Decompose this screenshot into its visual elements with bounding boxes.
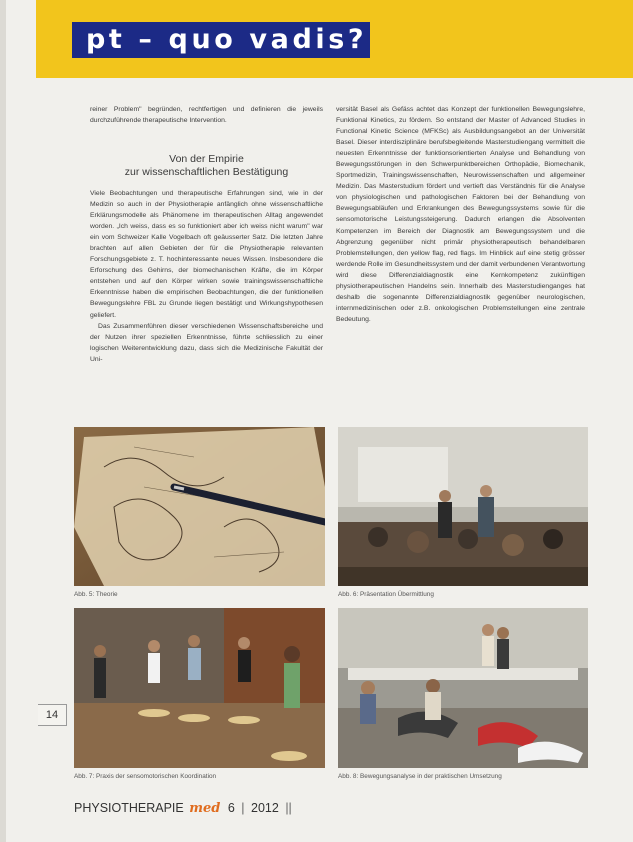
footer-logo-med: med: [189, 801, 221, 816]
scan-edge: [0, 0, 6, 842]
figure-analysis-photo: [338, 608, 588, 768]
body-paragraph-2: Das Zusammenführen dieser verschiedenen Wissenschaftsbereiche und der Nutzen ihrer speziellen Erkenntnisse, führte schliesslich zu einer logischen Weiterentwicklung dazu, dass sich die Medizinische Fakultät der Uni-: [90, 322, 323, 363]
figure-caption-5: Abb. 5: Theorie: [74, 591, 118, 598]
footer-year: 2012: [251, 801, 279, 815]
section-heading: [90, 153, 323, 179]
footer-issue: 6: [227, 801, 235, 815]
right-column: [336, 104, 585, 325]
intro-paragraph: reiner Problem" begründen, rechtfertigen und definieren die jeweils durchzuführende therapeutische Intervention.: [90, 106, 323, 125]
page-number: 14: [38, 704, 67, 726]
section-heading-line1: Von der Empirie: [169, 153, 244, 165]
figure-practice-photo: [74, 608, 325, 768]
footer: [74, 801, 295, 816]
left-column-body: [90, 188, 323, 365]
body-paragraph-1: Viele Beobachtungen und therapeutische Erfahrungen sind, wie in der Medizin so auch in der Physiotherapie anfänglich ohne wissenschaftliche Erklärungsmodelle als Phänomene im therapeutischen Alltag angewendet worden. „Ich weiss, dass es so funktioniert aber ich weiss nicht warum" war ein vom Schweizer Kalle Vogelbach oft geäusserter Satz. Die letzten Jahre brachten auf allen Gebieten der für die Physiotherapie relevanten Forschungsgebiete z. T. hochinteressante neues Wissen. Insbesondere die Erforschung des Gehirns, der biomechanischen Kräfte, die im Körper entstehen und auf den Körper wirken sowie trainingswissenschaftliche Erkenntnisse haben die empirischen Beobachtungen, die der funktionellen Bewegungslehre FBL zu Grunde liegen bestätigt und Wirkungshypothesen geliefert.: [90, 190, 323, 319]
footer-separator: |: [241, 801, 245, 815]
footer-separator-end: ||: [285, 801, 292, 815]
footer-journal: PHYSIOTHERAPIE: [74, 801, 184, 815]
figure-caption-7: Abb. 7: Praxis der sensomotorischen Koordination: [74, 773, 217, 780]
section-heading-line2: zur wissenschaftlichen Bestätigung: [124, 166, 289, 178]
page-title: pt – quo vadis?: [86, 24, 368, 55]
figure-caption-8: Abb. 8: Bewegungsanalyse in der praktischen Umsetzung: [338, 773, 502, 780]
figure-presentation-photo: [338, 427, 588, 586]
right-paragraph: versität Basel als Gefäss achtet das Konzept der funktionellen Bewegungslehre, Funktional Kinetics, zu fördern. So entstand der Master of Advanced Studies in Functional Kinetic Science (MFKSc) als Ausbildungsangebot an der Universität Basel. Dieser interdisziplinäre berufsbegleitende Masterstudiengang vermittelt die neuesten Erkenntnisse der funktionsorientierten Analyse und Behandlung von Bewegungsstörungen in den Schwerpunktbereichen Orthopädie, Biomechanik, Sportmedizin, Trainingswissenschaften, Neurowissenschaften und allgemeiner Medizin. Das Masterstudium fördert und vertieft das Verständnis für die Analyse von physiologischen und pathologischen Faktoren bei der Behandlung von Bewegungsabläufen und Erkrankungen des Bewegungssystems sowie für die sensomotorische Leistungssteigerung. Dadurch erlangen die Absolventen Kompetenzen im Bereich der Diagnostik am Bewegungssystem und die Abgrenzung gegenüber nicht primär physiotherapeutisch behandelbaren Problemstellungen, den yellow flag, red flags. Im Hinblick auf eine stetig grösser werdende Rolle im Gesundheitssystem und der damit verbundenen Verantwortung wird diese Differenzialdiagnostik eine Kernkompetenz zukünftigen physiotherapeutischen Handelns sein. Innerhalb des Masterstudienganges hat deshalb die sogenannte Differenzialdiagnostik gegenüber neurologischen, internmedizinischen oder z.B. onkologischen Problemstellungen eine zentrale Bedeutung.: [336, 106, 585, 323]
left-column-intro: [90, 104, 323, 126]
figure-caption-6: Abb. 6: Präsentation Übermittlung: [338, 591, 434, 598]
figure-theory-photo: [74, 427, 325, 586]
